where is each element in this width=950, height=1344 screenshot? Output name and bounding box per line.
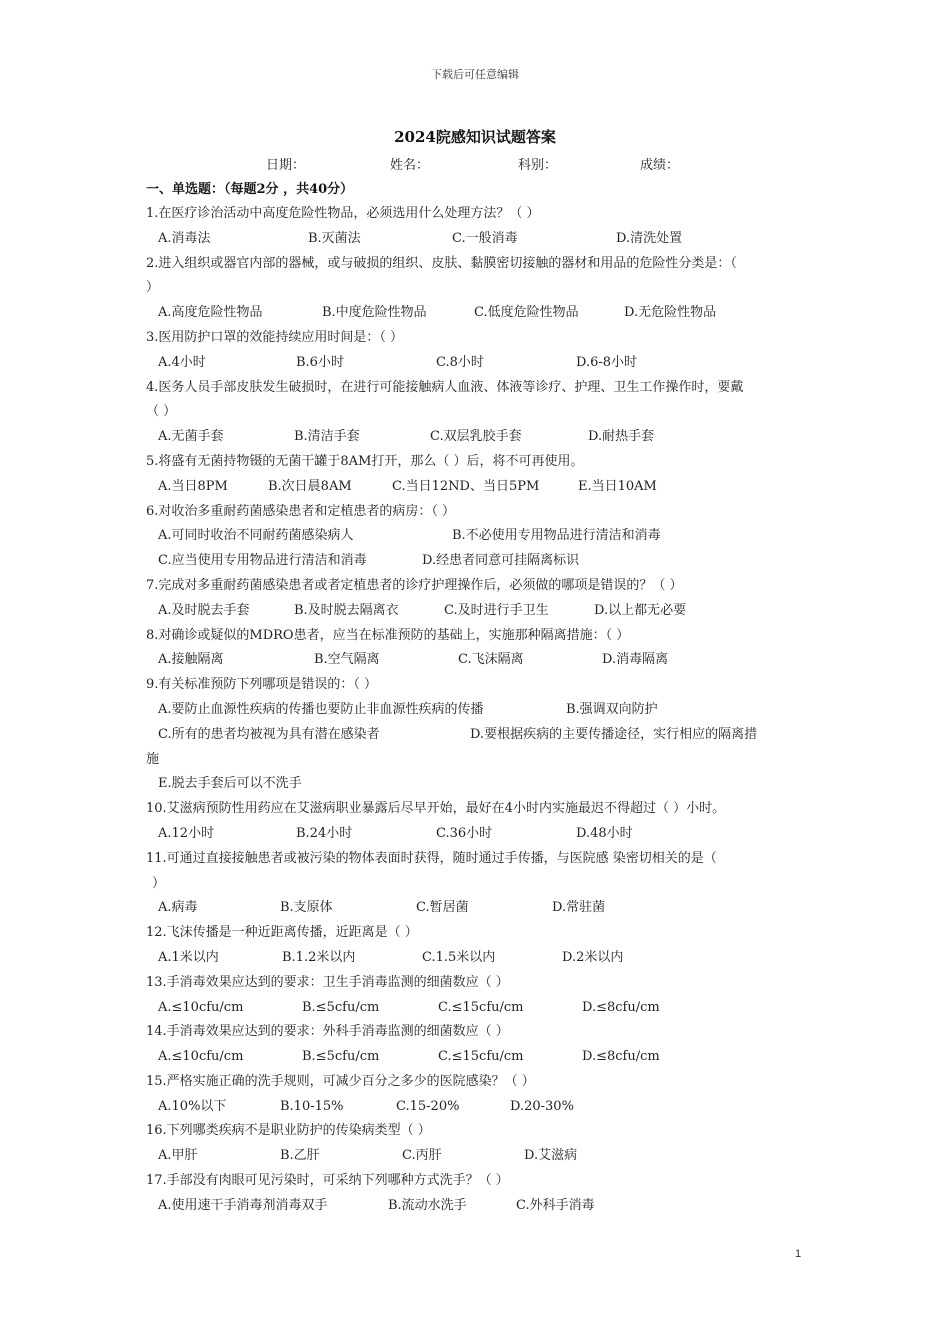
option-c: C.飞沫隔离 [458,652,524,668]
option-c: C.所有的患者均被视为具有潜在感染者 [158,726,380,742]
question-15 [146,1070,810,1120]
question-text: 4.医务人员手部皮肤发生破损时，在进行可能接触病人血液、体液等诊疗、护理、卫生工作操作时，要戴 [146,379,744,395]
option-a: A.要防止血源性疾病的传播也要防止非血源性疾病的传播 [158,701,484,717]
question-text: 1.在医疗诊治活动中高度危险性物品，必须选用什么处理方法？（ ） [146,206,540,221]
question-text: 17.手部没有肉眼可见污染时，可采纳下列哪种方式洗手？（ ） [146,1173,509,1189]
option-a: A.4小时 [158,354,206,370]
option-a: A.消毒法 [158,230,211,246]
options-row [146,227,810,252]
question-16 [146,1119,810,1169]
question-text: 11.可通过直接接触患者或被污染的物体表面时获得，随时通过手传播，与医院感 染密切相关的是（ [146,850,717,866]
question-6 [146,500,810,574]
score-label: 成绩： [640,158,680,173]
option-b: B.灭菌法 [308,230,361,246]
option-b: B.≤5cfu/cm [302,1049,380,1065]
option-b: B.1.2米以内 [282,949,356,965]
question-10 [146,797,810,847]
option-b: B.支原体 [280,900,333,916]
question-11 [146,847,810,921]
option-a: A.10%以下 [158,1098,227,1114]
option-b: B.强调双向防护 [566,701,658,717]
option-d: D.20-30% [510,1098,574,1114]
question-text: 6.对收治多重耐药菌感染患者和定植患者的病房：（ ） [146,503,456,519]
question-14 [146,1020,810,1070]
option-a: A.当日8PM [158,478,228,494]
question-text: 14.手消毒效果应达到的要求：外科手消毒监测的细菌数应（ ） [146,1024,509,1040]
options-row [146,1095,810,1120]
question-text: 2.进入组织或器官内部的器械，或与破损的组织、皮肤、黏膜密切接触的器材和用品的危险性分类是：（ [146,255,737,271]
option-c: C.双层乳胶手套 [430,429,522,445]
option-b: B.空气隔离 [314,652,380,668]
question-9 [146,673,810,797]
question-text: 8.对确诊或疑似的MDRO患者，应当在标准预防的基础上，实施那种隔离措施：（ ） [146,627,630,643]
section-heading: 一、单选题：（每题2分 ，共40分） [146,182,354,197]
option-a: A.1米以内 [158,949,219,965]
option-c: C.暂居菌 [416,900,469,916]
option-c: C.8小时 [436,354,484,370]
options-row [146,599,810,624]
option-a: A.可同时收治不同耐药菌感染病人 [158,528,354,544]
option-c: C.1.5米以内 [422,949,496,965]
option-b: B.次日晨8AM [268,478,352,494]
option-b: B.24小时 [296,825,353,841]
option-b: B.及时脱去隔离衣 [294,602,399,618]
option-a: A.无菌手套 [158,429,224,445]
option-d-cont: 施 [146,751,160,767]
options-row [146,772,810,797]
option-d: D.无危险性物品 [624,305,717,321]
question-text: 9.有关标准预防下列哪项是错误的：（ ） [146,677,378,693]
option-c: C.≤15cfu/cm [438,999,524,1015]
option-d: D.耐热手套 [588,429,655,445]
question-12 [146,921,810,971]
option-b: B.6小时 [296,354,344,370]
option-b: B.流动水洗手 [388,1197,467,1213]
options-row [146,425,810,450]
question-text: 16.下列哪类疾病不是职业防护的传染病类型（ ） [146,1123,431,1139]
option-a: A.使用速干手消毒剂消毒双手 [158,1197,328,1213]
option-d: E.当日10AM [578,478,657,494]
document-title: 2024院感知识试题答案 [394,128,556,146]
option-d: D.经患者同意可挂隔离标识 [422,553,580,569]
option-a: A.病毒 [158,900,198,916]
option-a: A.接触隔离 [158,652,224,668]
options-row [146,1194,810,1219]
option-b: B.清洁手套 [294,429,360,445]
question-3 [146,326,810,376]
option-b: B.乙肝 [280,1148,320,1164]
option-a: A.及时脱去手套 [158,602,250,618]
option-c: C.15-20% [396,1098,460,1114]
question-text: 10.艾滋病预防性用药应在艾滋病职业暴露后尽早开始，最好在4小时内实施最迟不得超过（ ）小时。 [146,801,726,817]
page-number: 1 [795,1248,802,1260]
question-text-cont: ） [152,875,166,891]
question-text: 5.将盛有无菌持物镊的无菌干罐于8AM打开，那么（ ）后，将不可再使用。 [146,453,584,469]
option-a: A.≤10cfu/cm [158,1049,244,1065]
question-text: 13.手消毒效果应达到的要求：卫生手消毒监测的细菌数应（ ） [146,974,509,990]
option-d: D.以上都无必要 [594,602,687,618]
question-13 [146,971,810,1021]
option-d: D.清洗处置 [616,230,683,246]
options-row [146,549,810,574]
option-d: D.48小时 [576,825,633,841]
options-row [146,946,810,971]
option-d: D.常驻菌 [552,900,606,916]
question-8 [146,624,810,674]
question-text: 15.严格实施正确的洗手规则，可减少百分之多少的医院感染？（ ） [146,1073,535,1089]
question-text-cont: （ ） [146,404,177,420]
option-a: A.高度危险性物品 [158,305,263,321]
question-text-cont: ） [146,280,160,296]
options-row [146,648,810,673]
option-a: A.≤10cfu/cm [158,999,244,1015]
option-c: C.外科手消毒 [516,1197,595,1213]
dept-label: 科别： [518,158,558,173]
question-2 [146,252,810,326]
option-c: C.应当使用专用物品进行清洁和消毒 [158,553,367,569]
options-row [146,475,810,500]
option-c: C.36小时 [436,825,493,841]
option-d: D.≤8cfu/cm [582,1049,660,1065]
question-7 [146,574,810,624]
option-a: A.12小时 [158,825,215,841]
option-c: C.当日12ND、当日5PM [392,478,540,494]
options-row [146,896,810,921]
question-4 [146,376,810,450]
question-5 [146,450,810,500]
option-c: C.一般消毒 [452,230,518,246]
question-text: 7.完成对多重耐药菌感染患者或者定植患者的诊疗护理操作后，必须做的哪项是错误的？（ ） [146,577,683,593]
option-c: C.及时进行手卫生 [444,602,549,618]
options-row [146,822,810,847]
options-row [146,1045,810,1070]
option-a: A.甲肝 [158,1148,198,1164]
question-list [146,202,810,1219]
question-text: 12.飞沫传播是一种近距离传播，近距离是（ ） [146,925,418,941]
header-note: 下载后可任意编辑 [431,68,519,81]
option-d: D.要根据疾病的主要传播途径，实行相应的隔离措 [470,726,758,742]
options-row [146,1144,810,1169]
question-17 [146,1169,810,1219]
option-b: B.中度危险性物品 [322,305,427,321]
option-c: C.≤15cfu/cm [438,1049,524,1065]
question-1 [146,202,810,252]
option-d: D.6-8小时 [576,354,638,370]
option-c: C.丙肝 [402,1148,442,1164]
options-row [146,723,810,748]
option-c: C.低度危险性物品 [474,305,579,321]
option-d: D.艾滋病 [524,1148,578,1164]
option-d: D.消毒隔离 [602,652,669,668]
date-label: 日期： [266,158,306,173]
name-label: 姓名： [390,158,430,173]
options-row [146,698,810,723]
option-b: B.不必使用专用物品进行清洁和消毒 [452,528,661,544]
option-d: D.2米以内 [562,949,624,965]
options-row [146,301,810,326]
question-text: 3.医用防护口罩的效能持续应用时间是：（ ） [146,329,404,345]
options-row [146,996,810,1021]
option-e: E.脱去手套后可以不洗手 [158,776,302,792]
options-row [146,524,810,549]
option-b: B.≤5cfu/cm [302,999,380,1015]
option-b: B.10-15% [280,1098,344,1114]
option-d: D.≤8cfu/cm [582,999,660,1015]
options-row [146,351,810,376]
